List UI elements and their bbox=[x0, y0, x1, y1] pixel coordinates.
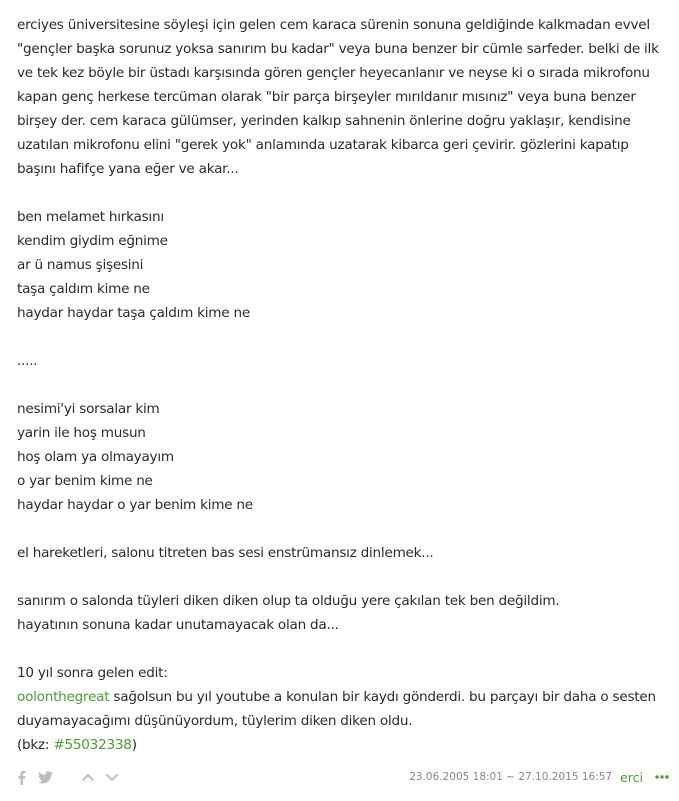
facebook-icon[interactable] bbox=[17, 770, 26, 785]
entry-content bbox=[17, 13, 667, 757]
entry-text-line: başını hafifçe yana eğer ve akar... bbox=[17, 161, 239, 177]
verse-line: taşa çaldım kime ne bbox=[17, 281, 150, 297]
share-buttons bbox=[17, 770, 53, 785]
entry-text-line: "gençler başka sorunuz yoksa sanırım bu kadar" veya buna benzer bir cümle sarfeder. belki de ilk bbox=[17, 41, 659, 57]
entry-text-line: uzatılan mikrofonu elini "gerek yok" anlamında uzatarak kibarca geri çevirir. gözlerini kapatıp bbox=[17, 137, 629, 153]
verse-line: ar ü namus şişesini bbox=[17, 257, 144, 273]
line-gap bbox=[17, 181, 667, 205]
vote-buttons bbox=[81, 773, 119, 782]
entry-text-line: el hareketleri, salonu titreten bas sesi enstrümansız dinlemek... bbox=[17, 545, 434, 561]
verse-line: hoş olam ya olmayayım bbox=[17, 449, 174, 465]
entry-text-line: erciyes üniversitesine söyleşi için gelen cem karaca sürenin sonuna geldiğinde kalkmadan evvel bbox=[17, 17, 650, 33]
verse-line: haydar haydar taşa çaldım kime ne bbox=[17, 305, 250, 321]
edit-line bbox=[17, 685, 667, 709]
entry-footer bbox=[17, 766, 669, 788]
bkz-line bbox=[17, 733, 667, 757]
entry-text-line: kapan genç herkese tercüman olarak "bir parça birşeyler mırıldanır mısınız" veya buna benzer bbox=[17, 89, 636, 105]
ellipsis-line: ..... bbox=[17, 353, 38, 369]
bkz-prefix: (bkz: bbox=[17, 737, 54, 753]
verse-line: kendim giydim eğnime bbox=[17, 233, 168, 249]
verse-line: ben melamet hırkasını bbox=[17, 209, 164, 225]
entry-text-line: hayatının sonuna kadar unutamayacak olan da... bbox=[17, 617, 339, 633]
edit-header: 10 yıl sonra gelen edit: bbox=[17, 665, 168, 681]
bkz-entry-link[interactable]: #55032338 bbox=[53, 737, 132, 753]
entry-text-line: sanırım o salonda tüyleri diken diken olup ta olduğu yere çakılan tek ben değildim. bbox=[17, 593, 560, 609]
line-gap bbox=[17, 373, 667, 397]
line-gap bbox=[17, 517, 667, 541]
line-gap bbox=[17, 637, 667, 661]
entry-text-line: birşey der. cem karaca gülümser, yerinden kalkıp sahnenin önlerine doğru yaklaşır, kendisine bbox=[17, 113, 631, 129]
chevron-down-icon[interactable] bbox=[105, 773, 119, 782]
edit-text-line: duyamayacağımı düşünüyordum, tüylerim diken diken oldu. bbox=[17, 713, 413, 729]
line-gap bbox=[17, 565, 667, 589]
entry-meta bbox=[409, 770, 669, 785]
edit-text: sağolsun bu yıl youtube a konulan bir kaydı gönderdi. bu parçayı bir daha o sesten bbox=[109, 689, 656, 705]
twitter-icon[interactable] bbox=[38, 771, 53, 784]
verse-line: o yar benim kime ne bbox=[17, 473, 153, 489]
more-dots-icon[interactable] bbox=[655, 775, 669, 779]
chevron-up-icon[interactable] bbox=[81, 773, 95, 782]
entry-text-line: ve tek kez böyle bir üstadı karşısında gören gençler heyecanlanır ve neyse ki o sırada mikrofonu bbox=[17, 65, 650, 81]
bkz-suffix: ) bbox=[131, 737, 137, 753]
entry-date[interactable]: 23.06.2005 18:01 ~ 27.10.2015 16:57 bbox=[409, 771, 613, 783]
entry-author[interactable]: erci bbox=[620, 769, 643, 785]
user-link-oolonthegreat[interactable]: oolonthegreat bbox=[17, 689, 110, 705]
verse-line: haydar haydar o yar benim kime ne bbox=[17, 497, 253, 513]
line-gap bbox=[17, 325, 667, 349]
verse-line: yarin ile hoş musun bbox=[17, 425, 146, 441]
verse-line: nesimi'yi sorsalar kim bbox=[17, 401, 160, 417]
